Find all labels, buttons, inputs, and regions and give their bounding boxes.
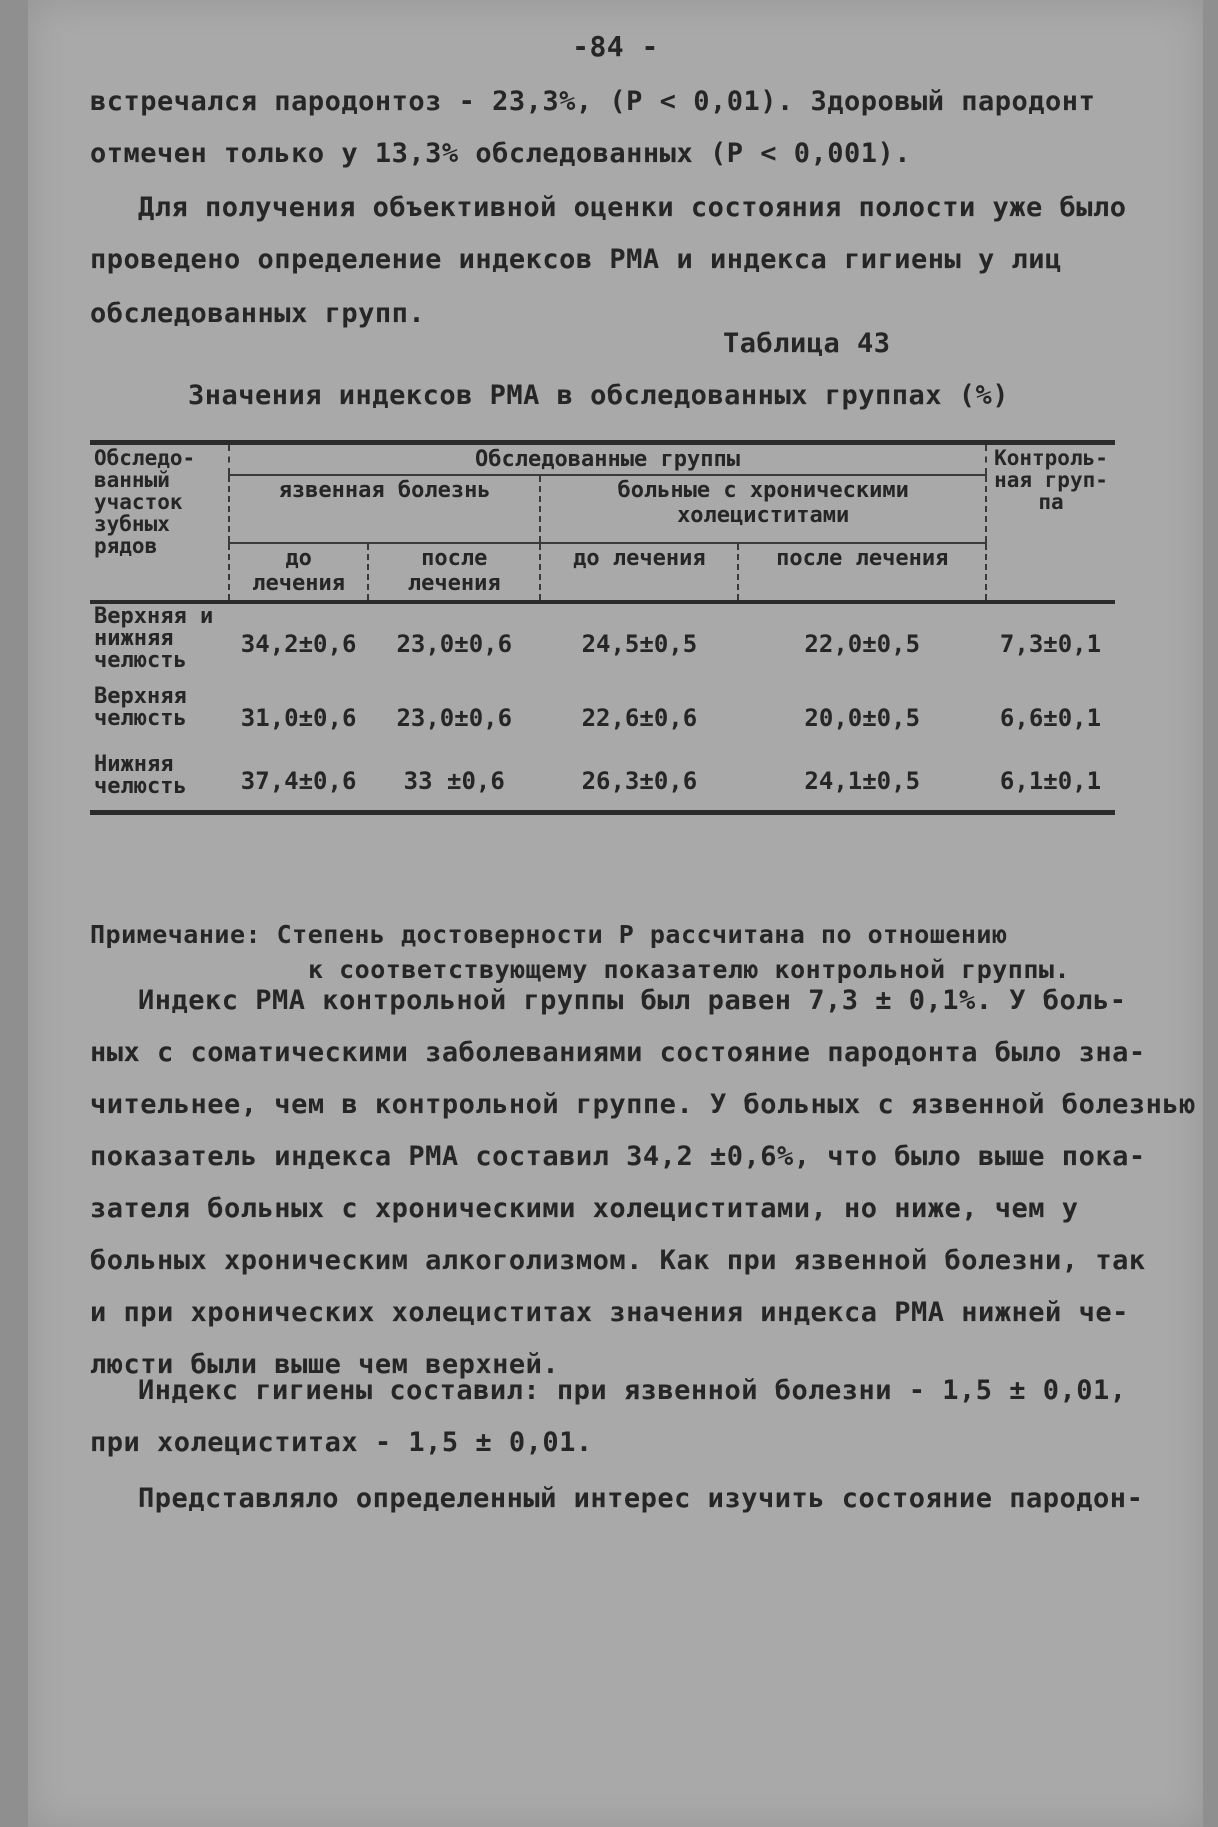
table-cell: 26,3±0,6: [581, 766, 698, 795]
table-cell: 23,0±0,6: [396, 704, 513, 732]
table-row: [90, 602, 1115, 684]
table-cell: 22,0±0,5: [804, 630, 921, 658]
table-cell: 7,3±0,1: [999, 630, 1102, 658]
chol-before-header: до лечения: [540, 543, 738, 602]
table-cell: 37,4±0,6: [240, 766, 357, 795]
table-note: к соответствующему показателю контрольной группы.: [308, 955, 1071, 984]
chol-after-header: после лечения: [738, 543, 986, 602]
row-label: Верхняя челюсть: [94, 684, 187, 731]
paragraph-line: Индекс гигиены составил: при язвенной болезни - 1,5 ± 0,01,: [138, 1375, 1127, 1406]
paragraph-line: ных с соматическими заболеваниями состояние пародонта было зна-: [90, 1037, 1146, 1068]
pma-index-table: [90, 440, 1115, 815]
paragraph-line: зателя больных с хроническими холециститами, но ниже, чем у: [90, 1193, 1079, 1224]
region-header: Обследо-ванный участок зубных рядов: [94, 446, 196, 558]
paragraph-line: люсти были выше чем верхней.: [90, 1349, 560, 1380]
page-number: -84 -: [572, 30, 659, 63]
table-row: [90, 752, 1115, 812]
table-cell: 22,6±0,6: [581, 704, 698, 732]
control-group-header: Контроль-ная груп-па: [986, 443, 1115, 603]
paragraph-line: встречался пародонтоз - 23,3%, (Р < 0,01). Здоровый пародонт: [90, 86, 1096, 117]
paragraph-line: чительнее, чем в контрольной группе. У больных с язвенной болезнью: [90, 1089, 1196, 1120]
ulcer-after-header: после лечения: [368, 543, 540, 602]
table-note: Примечание: Степень достоверности Р рассчитана по отношению: [90, 920, 1008, 949]
table-cell: 23,0±0,6: [396, 630, 513, 658]
cholecystitis-group-header: больные с хроническими холециститами: [540, 475, 986, 543]
table-row: [90, 684, 1115, 752]
table-cell: 6,1±0,1: [999, 766, 1102, 795]
row-label: Верхняя и нижняя челюсть: [94, 604, 214, 673]
paragraph-line: отмечен только у 13,3% обследованных (Р < 0,001).: [90, 138, 912, 169]
ulcer-group-header: язвенная болезнь: [229, 475, 540, 543]
row-label: Нижняя челюсть: [94, 752, 187, 799]
ulcer-before-header: до лечения: [229, 543, 368, 602]
table-cell: 6,6±0,1: [999, 704, 1102, 732]
document-page: [28, 0, 1203, 1827]
table-cell: 33 ±0,6: [403, 766, 505, 795]
paragraph-line: Представляло определенный интерес изучить состояние пародон-: [138, 1483, 1144, 1514]
paragraph-line: и при хронических холециститах значения индекса РМА нижней че-: [90, 1297, 1129, 1328]
table-cell: 20,0±0,5: [804, 704, 921, 732]
paragraph-line: показатель индекса РМА составил 34,2 ±0,6%, что было выше пока-: [90, 1141, 1146, 1172]
table-cell: 31,0±0,6: [240, 704, 357, 732]
paragraph-line: Индекс РМА контрольной группы был равен 7,3 ± 0,1%. У боль-: [138, 985, 1127, 1016]
paragraph-line: Для получения объективной оценки состояния полости уже было: [138, 192, 1127, 223]
table-number: Таблица 43: [723, 328, 891, 359]
table-cell: 24,5±0,5: [581, 630, 698, 658]
paragraph-line: обследованных групп.: [90, 298, 426, 329]
table-cell: 24,1±0,5: [804, 766, 921, 795]
table-cell: 34,2±0,6: [240, 630, 357, 658]
table-caption: Значения индексов РМА в обследованных группах (%): [188, 380, 1010, 411]
paragraph-line: больных хроническим алкоголизмом. Как при язвенной болезни, так: [90, 1245, 1146, 1276]
paragraph-line: проведено определение индексов РМА и индекса гигиены у лиц: [90, 244, 1062, 275]
paragraph-line: при холециститах - 1,5 ± 0,01.: [90, 1427, 593, 1458]
groups-header: Обследованные группы: [229, 443, 986, 476]
